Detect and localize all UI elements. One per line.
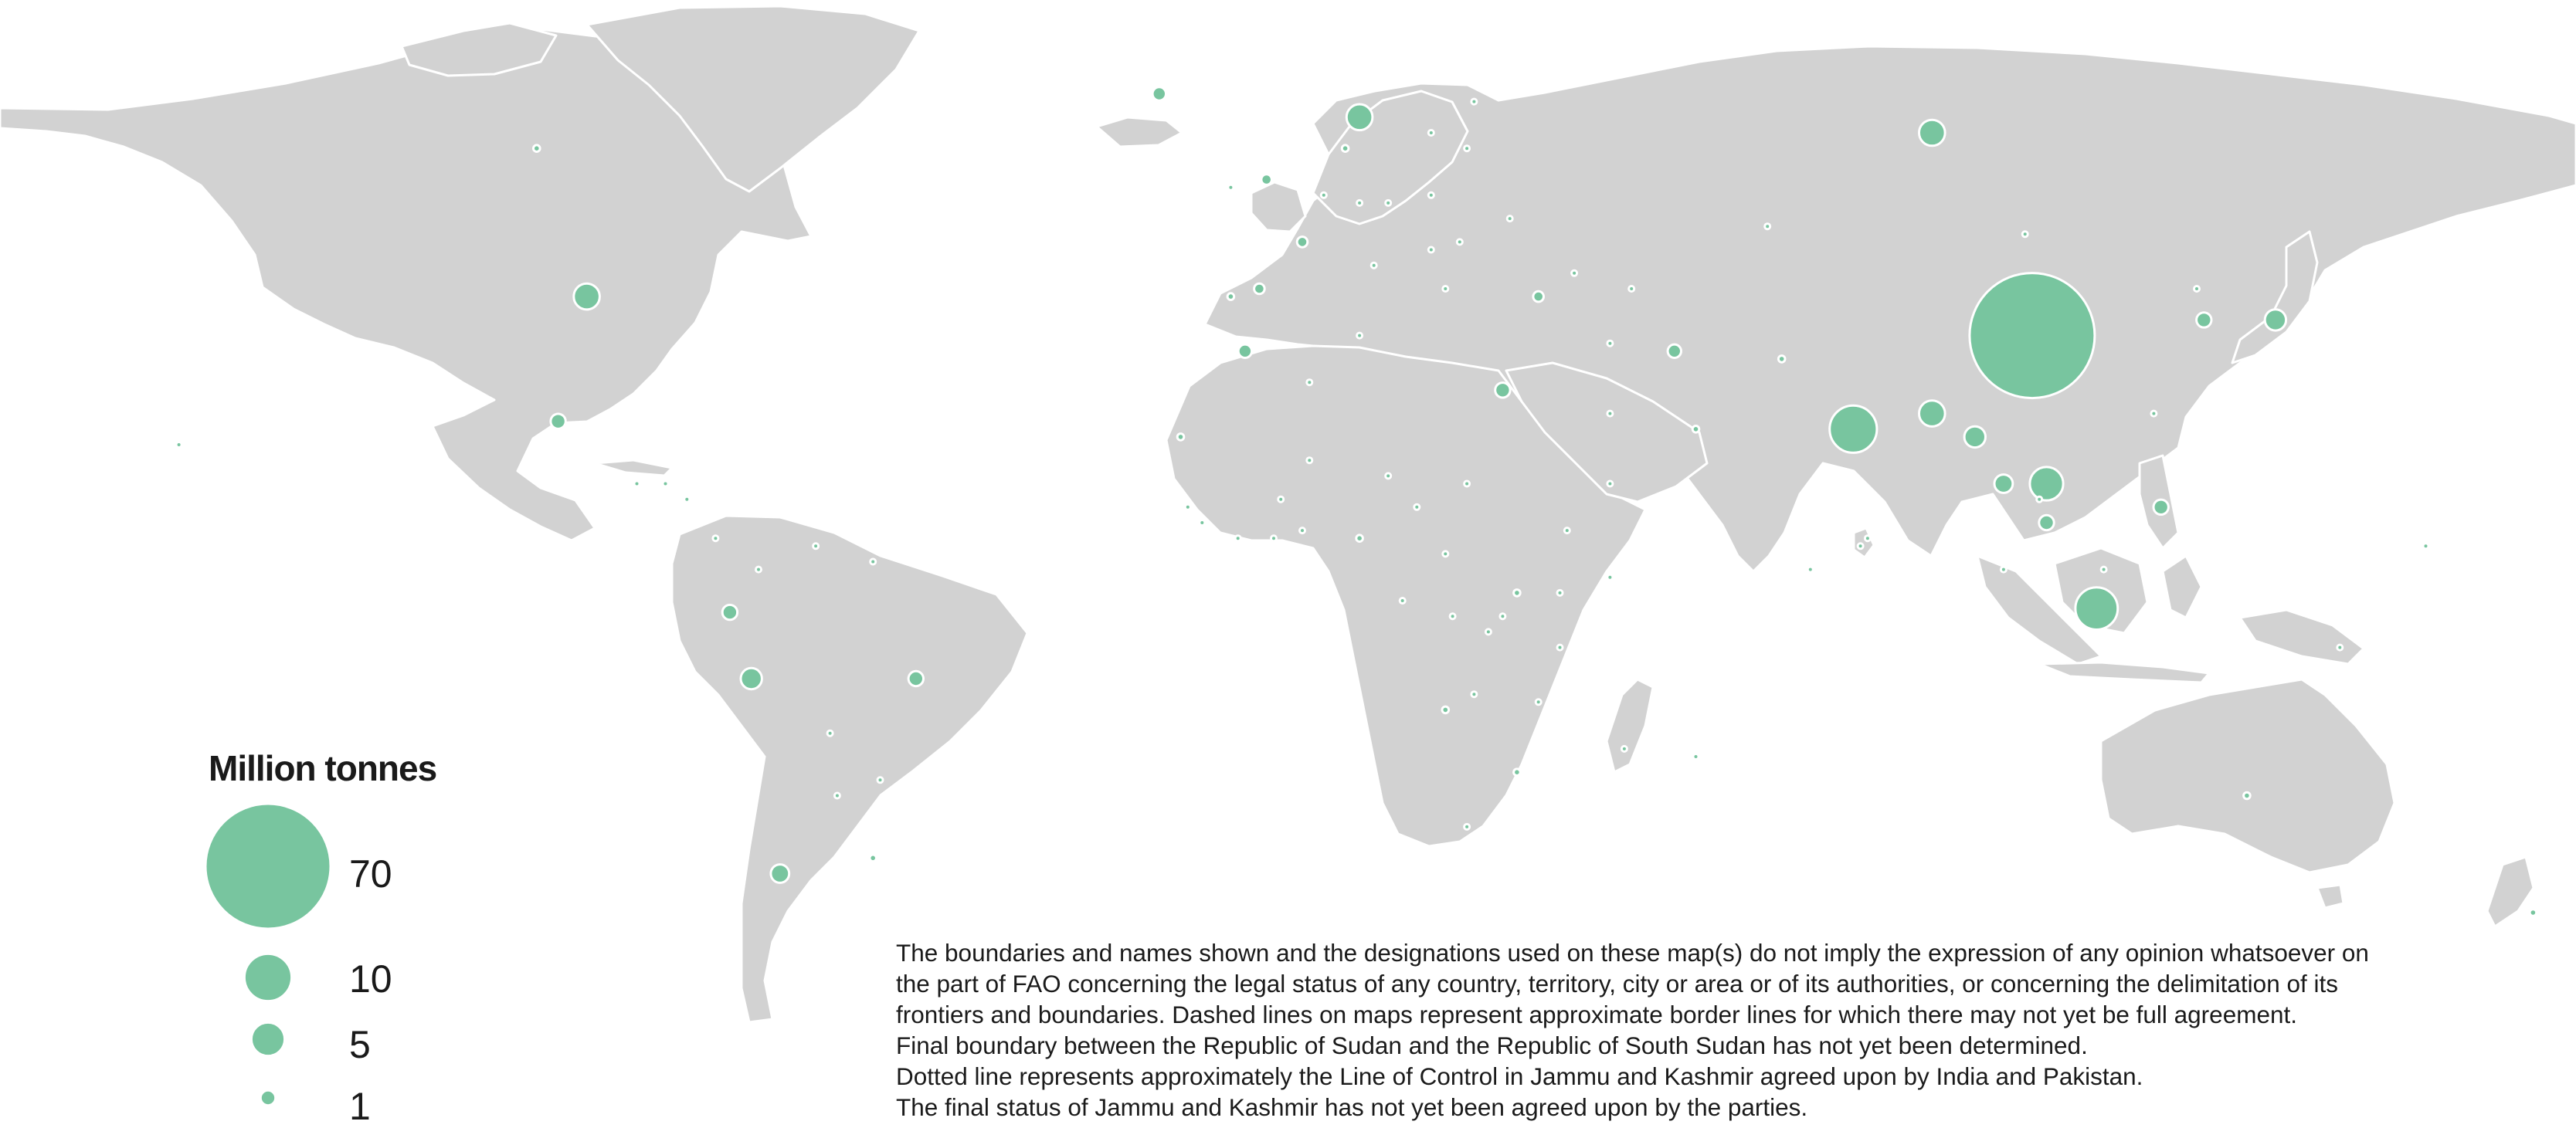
production-bubble xyxy=(1778,356,1785,363)
production-bubble xyxy=(1919,401,1946,427)
production-bubble xyxy=(1357,333,1363,338)
production-bubble xyxy=(1765,224,1770,229)
production-bubble xyxy=(551,414,565,429)
production-bubble xyxy=(1342,145,1349,152)
production-bubble xyxy=(2001,567,2006,572)
landmass-british-isles xyxy=(1251,182,1305,232)
production-bubble xyxy=(756,567,762,572)
production-bubble xyxy=(1557,645,1563,650)
production-bubble xyxy=(1307,458,1312,463)
production-bubble xyxy=(1428,192,1434,198)
legend-label-5: 5 xyxy=(349,1023,371,1066)
production-bubble xyxy=(634,481,640,486)
production-bubble xyxy=(1300,528,1305,534)
production-bubble xyxy=(813,544,819,549)
production-bubble xyxy=(1557,590,1563,595)
production-bubble xyxy=(1471,99,1477,104)
production-bubble xyxy=(2075,588,2118,630)
production-bubble xyxy=(1564,528,1570,534)
production-bubble xyxy=(1970,273,2095,398)
production-bubble xyxy=(1572,270,1577,276)
production-bubble xyxy=(1261,174,1272,185)
production-bubble xyxy=(1235,536,1240,541)
production-bubble xyxy=(2037,496,2042,502)
production-bubble xyxy=(1994,475,2013,493)
production-bubble xyxy=(771,865,789,883)
production-bubble xyxy=(1200,520,1205,526)
production-bubble xyxy=(2039,515,2054,530)
production-bubble xyxy=(1830,405,1877,452)
legend-bubble-1 xyxy=(260,1090,275,1105)
production-bubble xyxy=(2423,544,2428,549)
production-bubble xyxy=(574,283,600,310)
production-bubble xyxy=(2197,313,2211,327)
production-bubble xyxy=(1807,567,1813,572)
landmass-australia xyxy=(2101,679,2394,872)
production-bubble xyxy=(713,536,718,541)
production-bubble xyxy=(2151,411,2157,416)
production-bubble xyxy=(1356,535,1363,542)
legend-bubble-10 xyxy=(244,954,291,1001)
production-bubble xyxy=(827,730,833,736)
production-bubble xyxy=(1185,504,1190,510)
production-bubble xyxy=(1443,286,1448,292)
production-bubble xyxy=(1464,481,1470,486)
production-bubble xyxy=(2101,567,2106,572)
production-bubble xyxy=(1858,544,1863,549)
production-bubble xyxy=(1386,200,1391,205)
production-bubble xyxy=(684,496,690,502)
production-bubble xyxy=(1607,340,1613,346)
disclaimer-line: frontiers and boundaries. Dashed lines on maps represent approximate border lines for which there may not yet be full agreement. xyxy=(896,1001,2297,1028)
production-bubble xyxy=(908,671,923,686)
legend-bubble-5 xyxy=(251,1022,284,1055)
production-bubble xyxy=(741,668,762,689)
production-bubble xyxy=(1536,699,1541,705)
legend-bubbles xyxy=(205,804,331,1106)
legend-label-10: 10 xyxy=(349,957,392,1001)
landmass-iceland xyxy=(1097,117,1182,147)
landmass-caribbean xyxy=(595,460,672,476)
production-bubble xyxy=(1386,473,1391,479)
production-bubble xyxy=(1428,247,1434,252)
production-bubble xyxy=(1278,496,1284,502)
production-bubble xyxy=(1607,574,1613,580)
legend-label-1: 1 xyxy=(349,1085,371,1128)
production-bubble xyxy=(2265,310,2286,330)
production-bubble xyxy=(1500,614,1505,619)
production-bubble xyxy=(1371,263,1376,268)
production-bubble xyxy=(1865,536,1870,541)
legend-title: Million tonnes xyxy=(209,748,437,788)
production-bubble xyxy=(1919,120,1946,146)
legend-bubble-70 xyxy=(205,804,331,929)
landmass-new-zealand xyxy=(2487,857,2534,926)
production-bubble xyxy=(1514,769,1521,776)
production-bubble xyxy=(1668,344,1681,357)
production-bubble xyxy=(1533,291,1544,302)
production-bubble xyxy=(1238,344,1251,357)
landmass-java xyxy=(2039,662,2209,683)
production-bubble xyxy=(1464,824,1470,829)
production-bubble xyxy=(1321,192,1326,198)
production-bubble xyxy=(1629,286,1634,292)
production-bubble xyxy=(1227,293,1234,300)
production-bubble xyxy=(1514,590,1521,597)
production-bubble xyxy=(1464,146,1470,151)
production-bubble xyxy=(1228,185,1234,190)
production-bubble xyxy=(722,605,737,619)
production-bubble xyxy=(2244,792,2251,799)
production-bubble xyxy=(2022,232,2028,237)
production-bubble xyxy=(176,442,182,448)
production-bubble xyxy=(1346,104,1373,130)
production-bubble xyxy=(1495,383,1510,398)
production-bubble xyxy=(1964,426,1985,447)
production-bubble xyxy=(2194,286,2200,292)
production-bubble xyxy=(1357,200,1363,205)
landmass-sri-lanka xyxy=(1854,528,1874,557)
production-bubble xyxy=(2153,500,2168,514)
production-bubble xyxy=(2030,467,2063,500)
production-bubble xyxy=(534,145,541,152)
production-bubble xyxy=(1307,380,1312,385)
production-bubble xyxy=(871,559,876,564)
disclaimer-line: The boundaries and names shown and the designations used on these map(s) do not imply the expression of any opinion whatsoever on xyxy=(896,939,2369,967)
production-bubble xyxy=(1271,536,1277,541)
production-bubble xyxy=(663,481,668,486)
production-bubble xyxy=(877,777,883,783)
production-bubble xyxy=(1428,130,1434,136)
production-bubble xyxy=(1471,692,1477,697)
disclaimer-line: Dotted line represents approximately the Line of Control in Jammu and Kashmir agreed upon by India and Pakistan. xyxy=(896,1062,2143,1090)
production-bubble xyxy=(1442,706,1449,713)
production-bubble xyxy=(2337,645,2343,650)
legend-label-70: 70 xyxy=(349,852,392,896)
disclaimer-line: Final boundary between the Republic of Sudan and the Republic of South Sudan has not yet been determined. xyxy=(896,1031,2088,1059)
production-bubble xyxy=(1414,504,1420,510)
production-bubble xyxy=(1443,551,1448,557)
landmass-tasmania xyxy=(2317,885,2344,908)
production-bubble xyxy=(1621,746,1627,751)
landmass-new-guinea xyxy=(2240,610,2364,664)
production-bubble xyxy=(1507,216,1512,222)
production-bubble xyxy=(1607,481,1613,486)
landmass-sulawesi xyxy=(2163,556,2201,618)
production-bubble xyxy=(1254,283,1265,294)
production-bubble xyxy=(1692,426,1699,433)
production-bubble xyxy=(1177,434,1184,441)
production-bubble xyxy=(1450,614,1455,619)
production-bubble xyxy=(1693,754,1699,760)
production-bubble xyxy=(1400,598,1405,604)
landmass-madagascar xyxy=(1607,679,1653,772)
production-bubble xyxy=(1457,239,1462,245)
production-bubble xyxy=(1485,629,1491,635)
production-bubble xyxy=(1297,237,1308,248)
disclaimer-line: The final status of Jammu and Kashmir has not yet been agreed upon by the parties. xyxy=(896,1093,1808,1121)
disclaimer-text xyxy=(896,937,2564,1123)
production-bubble xyxy=(1607,411,1613,416)
production-bubble xyxy=(2530,910,2537,916)
disclaimer-line: the part of FAO concerning the legal status of any country, territory, city or area or of its authorities, or concerning the delimitation of its xyxy=(896,970,2338,998)
production-bubble xyxy=(870,855,877,862)
production-bubble xyxy=(834,793,840,798)
production-bubble xyxy=(1152,87,1166,100)
